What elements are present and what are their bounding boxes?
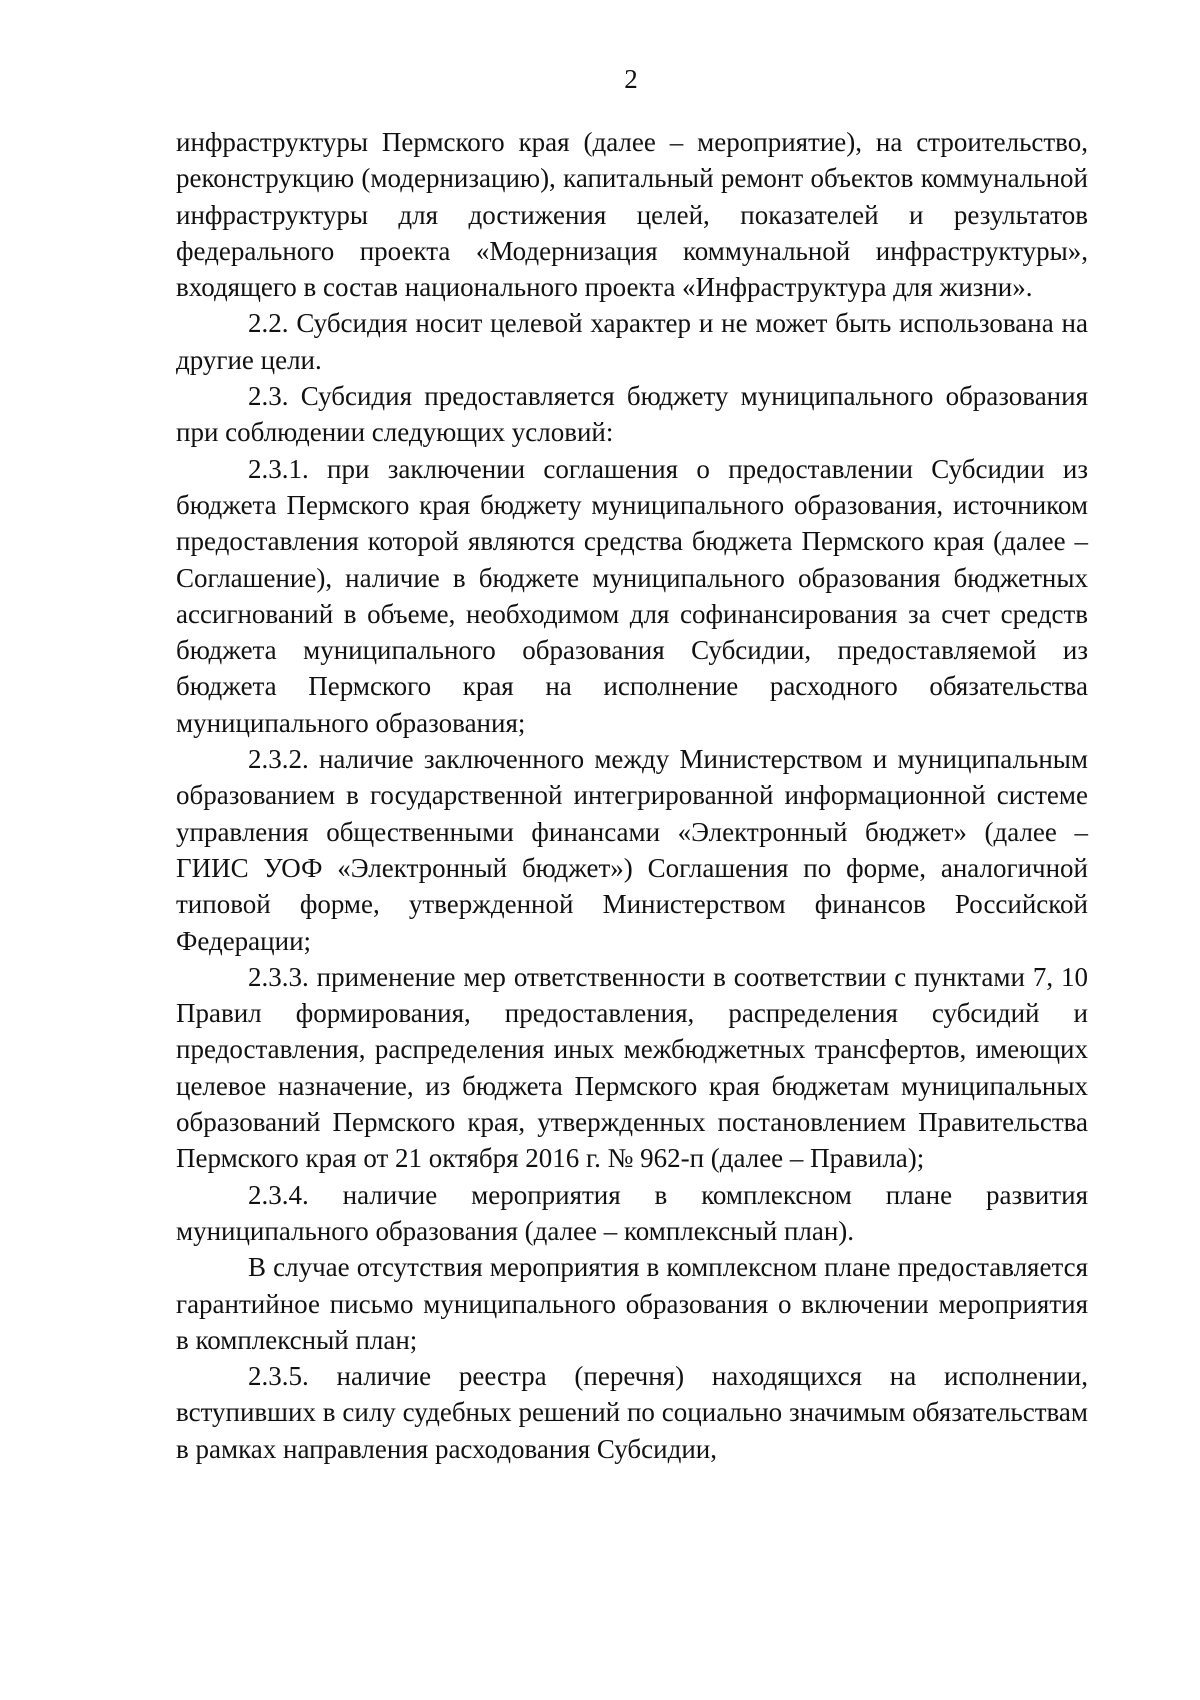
paragraph-continuation: инфраструктуры Пермского края (далее – мероприятие), на строительство, реконструкцию (модернизацию), капитальный ремонт объектов коммунальной инфраструктуры для достижения целей, показателей и результатов федерального проекта «Модернизация коммунальной инфраструктуры», входящего в состав национального проекта «Инфраструктура для жизни». <box>176 127 1088 303</box>
paragraph-2-3: 2.3. Субсидия предоставляется бюджету муниципального образования при соблюдении следующих условий: <box>176 381 1088 448</box>
paragraph-2-2: 2.2. Субсидия носит целевой характер и не может быть использована на другие цели. <box>176 308 1088 375</box>
paragraph-2-3-1: 2.3.1. при заключении соглашения о предоставлении Субсидии из бюджета Пермского края бюджету муниципального образования, источником предоставления которой являются средства бюджета Пермского края (далее – Соглашение), наличие в бюджете муниципального образования бюджетных ассигнований в объеме, необходимом для софинансирования за счет средств бюджета муниципального образования Субсидии, предоставляемой из бюджета Пермского края на исполнение расходного обязательства муниципального образования; <box>176 453 1088 738</box>
paragraph-2-3-5: 2.3.5. наличие реестра (перечня) находящихся на исполнении, вступивших в силу судебных решений по социально значимым обязательствам в рамках направления расходования Субсидии, <box>176 1361 1088 1464</box>
paragraph-2-3-4: 2.3.4. наличие мероприятия в комплексном плане развития муниципального образования (далее – комплексный план). <box>176 1179 1088 1246</box>
paragraph-guarantee-letter: В случае отсутствия мероприятия в комплексном плане предоставляется гарантийное письмо муниципального образования о включении мероприятия в комплексный план; <box>176 1252 1088 1355</box>
paragraph-2-3-3: 2.3.3. применение мер ответственности в соответствии с пунктами 7, 10 Правил формирования, предоставления, распределения субсидий и предоставления, распределения иных межбюджетных трансфертов, имеющих целевое назначение, из бюджета Пермского края бюджетам муниципальных образований Пермского края, утвержденных постановлением Правительства Пермского края от 21 октября 2016 г. № 962-п (далее – Правила); <box>176 961 1088 1174</box>
page-number: 2 <box>624 64 638 94</box>
paragraph-2-3-2: 2.3.2. наличие заключенного между Министерством и муниципальным образованием в государственной интегрированной информационной системе управления общественными финансами «Электронный бюджет» (далее – ГИИС УОФ «Электронный бюджет») Соглашения по форме, аналогичной типовой форме, утвержденной Министерством финансов Российской Федерации; <box>176 744 1088 956</box>
document-body <box>176 124 1088 1467</box>
